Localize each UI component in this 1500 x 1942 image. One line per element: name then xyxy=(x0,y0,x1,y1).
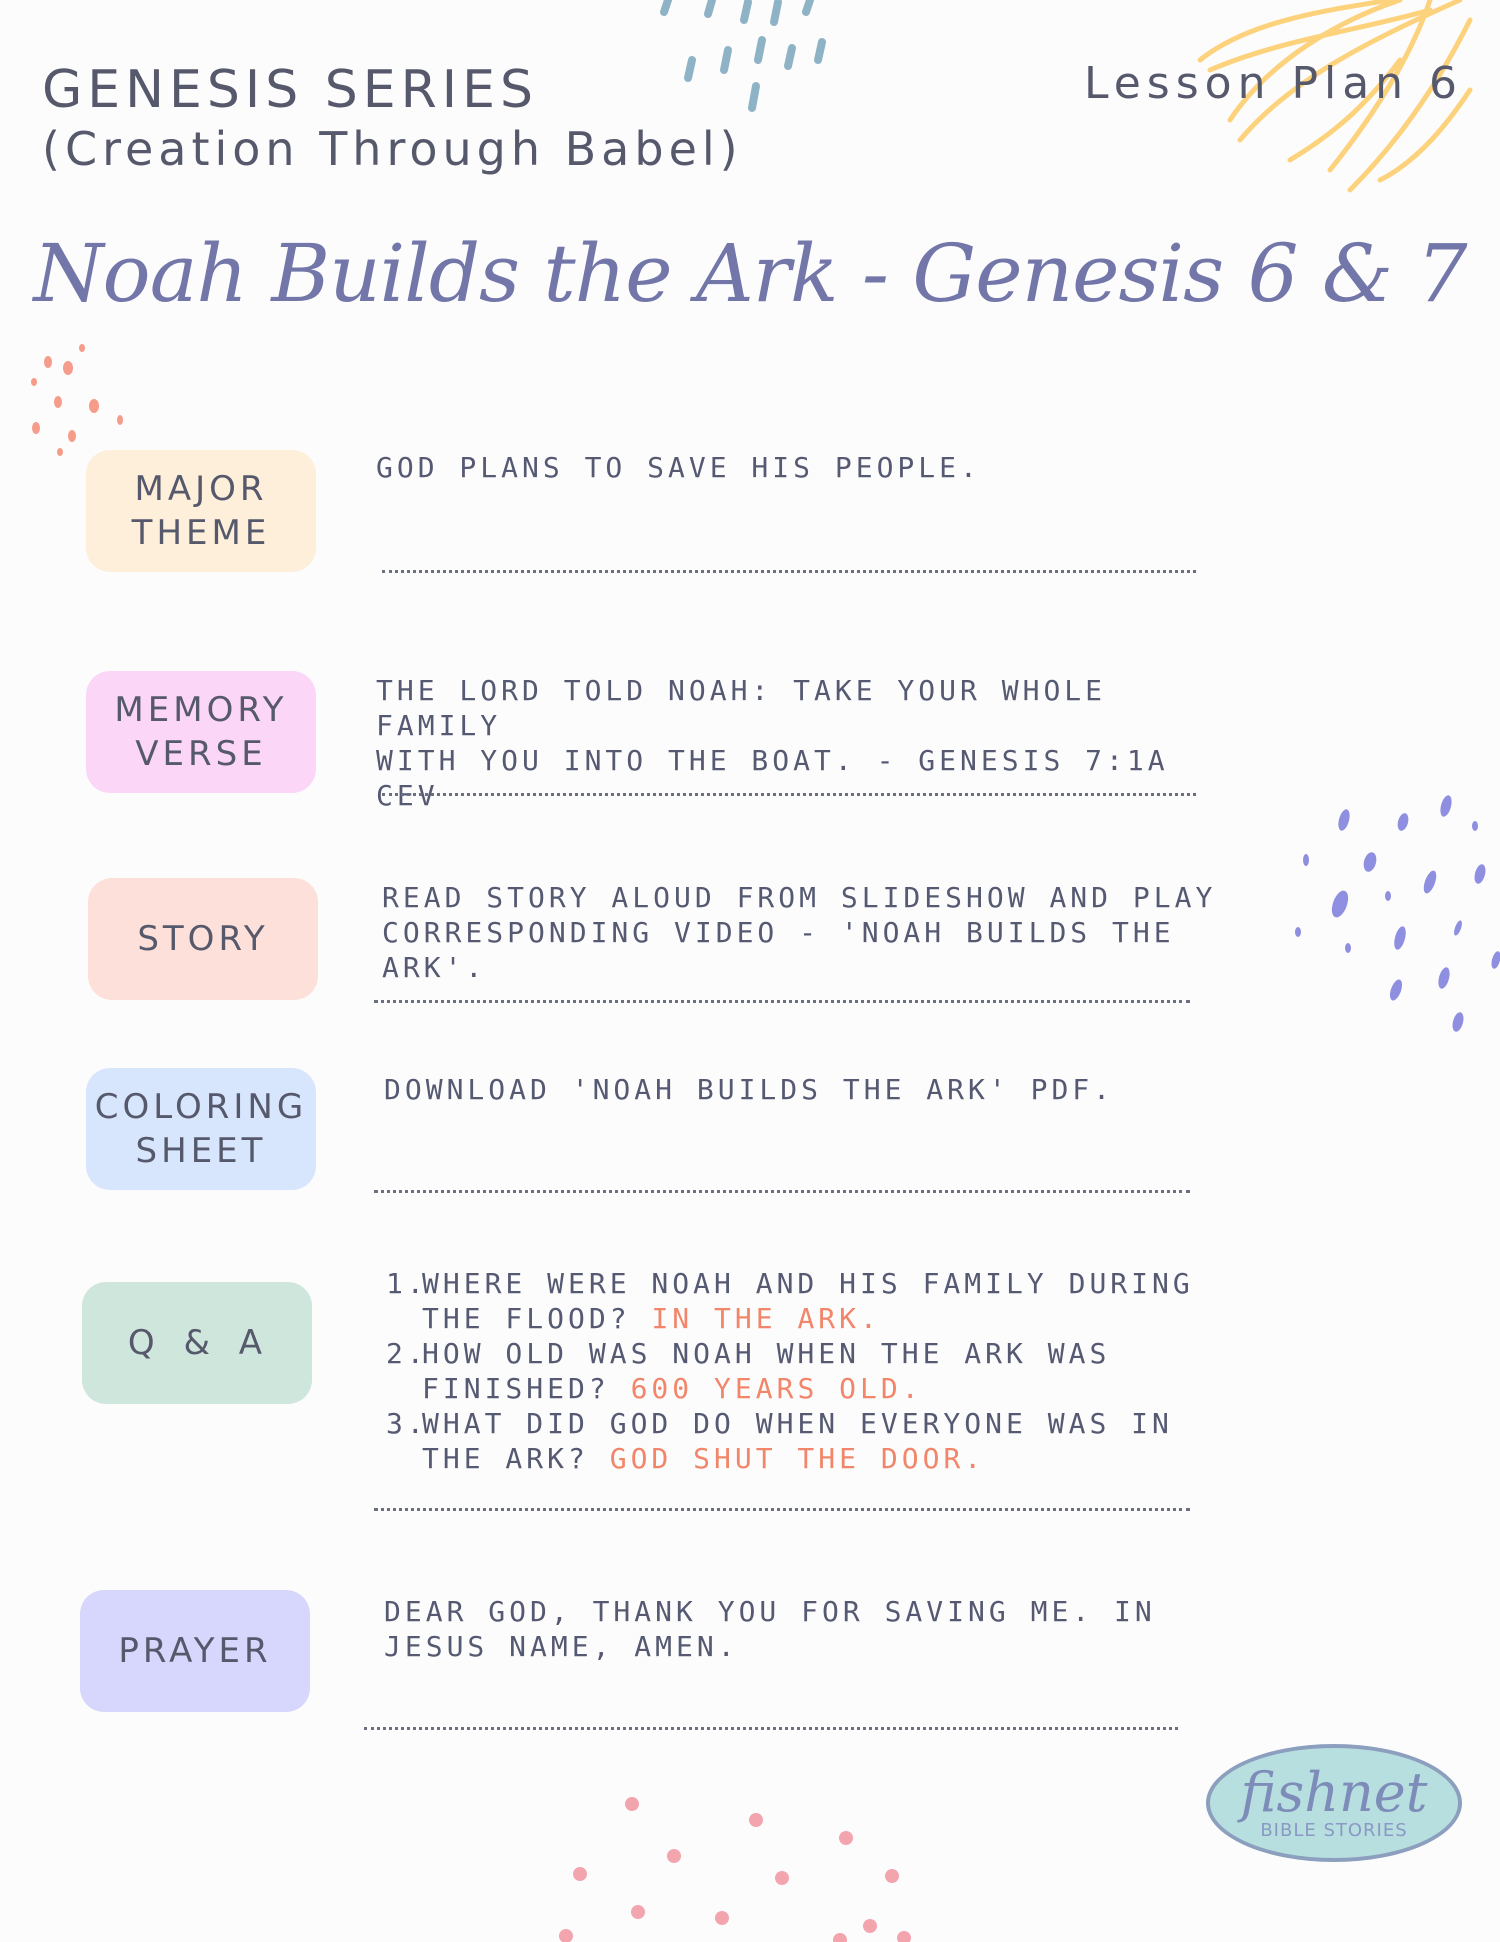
prayer-label-text: PRAYER xyxy=(118,1630,272,1671)
qa-item xyxy=(386,1336,1246,1406)
qa-label-text: Q & A xyxy=(127,1322,267,1363)
qa-question: HOW OLD WAS NOAH WHEN THE ARK WAS xyxy=(422,1337,1111,1370)
memory-verse-line2: WITH YOU INTO THE BOAT. - GENESIS 7:1A CEV xyxy=(376,744,1169,812)
qa-list xyxy=(386,1266,1246,1476)
series-subtitle: (Creation Through Babel) xyxy=(42,122,743,176)
divider xyxy=(374,1190,1190,1193)
prayer-line1: DEAR GOD, THANK YOU FOR SAVING ME. IN xyxy=(384,1595,1156,1628)
story-label-text: STORY xyxy=(137,918,269,959)
major-theme-label-line1: MAJOR xyxy=(134,468,268,509)
memory-verse-text xyxy=(376,673,1236,813)
qa-label xyxy=(82,1282,312,1404)
story-label xyxy=(88,878,318,1000)
qa-question: WHAT DID GOD DO WHEN EVERYONE WAS IN xyxy=(422,1407,1173,1440)
qa-item xyxy=(386,1266,1246,1336)
coloring-sheet-label-line2: SHEET xyxy=(135,1131,267,1171)
page-title: Noah Builds the Ark - Genesis 6 & 7 xyxy=(33,227,1467,320)
major-theme-label xyxy=(86,450,316,572)
qa-answer: 600 YEARS OLD. xyxy=(630,1372,923,1405)
divider xyxy=(374,1000,1190,1003)
prayer-text xyxy=(384,1594,1244,1664)
coloring-sheet-text: DOWNLOAD 'NOAH BUILDS THE ARK' PDF. xyxy=(384,1073,1115,1106)
series-title: GENESIS SERIES xyxy=(42,60,538,120)
story-line2: CORRESPONDING VIDEO - 'NOAH BUILDS THE ARK'. xyxy=(382,916,1175,984)
purple-rain-decoration xyxy=(1290,790,1500,1040)
divider xyxy=(382,570,1196,573)
divider xyxy=(382,793,1196,796)
memory-verse-line1: THE LORD TOLD NOAH: TAKE YOUR WHOLE FAMILY xyxy=(376,674,1107,742)
memory-verse-label xyxy=(86,671,316,793)
qa-question: FINISHED? xyxy=(422,1372,610,1405)
prayer-label xyxy=(80,1590,310,1712)
lesson-number: Lesson Plan 6 xyxy=(1084,58,1464,109)
qa-question: THE ARK? xyxy=(422,1442,589,1475)
memory-verse-label-line1: MEMORY xyxy=(114,689,288,730)
qa-answer: IN THE ARK. xyxy=(651,1302,881,1335)
logo-tagline: BIBLE STORIES xyxy=(1260,1820,1408,1841)
qa-answer: GOD SHUT THE DOOR. xyxy=(609,1442,986,1475)
pink-dots-decoration xyxy=(540,1790,920,1942)
qa-number: 2. xyxy=(386,1337,428,1370)
fishnet-logo xyxy=(1206,1744,1462,1862)
qa-number: 3. xyxy=(386,1407,428,1440)
story-text xyxy=(382,880,1242,985)
coloring-sheet-label-line1: COLORING xyxy=(94,1086,308,1127)
blue-rain-decoration xyxy=(660,0,860,130)
divider xyxy=(374,1508,1190,1511)
qa-item xyxy=(386,1406,1246,1476)
coloring-sheet-label xyxy=(86,1068,316,1190)
major-theme-label-line2: THEME xyxy=(131,513,271,553)
qa-number: 1. xyxy=(386,1267,428,1300)
prayer-line2: JESUS NAME, AMEN. xyxy=(384,1630,739,1663)
major-theme-text: GOD PLANS TO SAVE HIS PEOPLE. xyxy=(376,451,981,484)
memory-verse-label-line2: VERSE xyxy=(135,734,267,774)
story-line1: READ STORY ALOUD FROM SLIDESHOW AND PLAY xyxy=(382,881,1217,914)
qa-question: WHERE WERE NOAH AND HIS FAMILY DURING xyxy=(422,1267,1194,1300)
logo-wordmark: fishnet xyxy=(1240,1761,1428,1824)
qa-question: THE FLOOD? xyxy=(422,1302,631,1335)
divider xyxy=(364,1727,1178,1730)
